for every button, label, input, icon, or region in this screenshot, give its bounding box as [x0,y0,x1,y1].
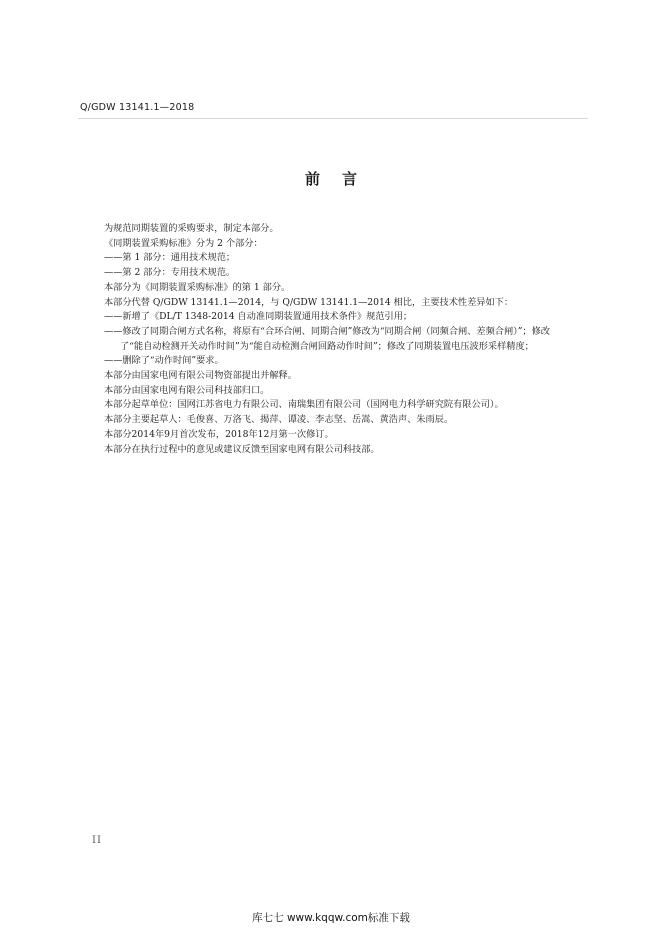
list-item: ——修改了同期合闸方式名称，将原有“合环合闸、同期合闸”修改为“同期合闸（同频合闸、差频合闸）”；修改了“能自动检测开关动作时间”为“能自动检测合闸回路动作时间”；修改了同期装置电压波形采样精度； [104,325,550,352]
paragraph: 本部分由国家电网有限公司物资部提出并解释。 [104,370,297,382]
paragraph: 本部分代替 Q/GDW 13141.1—2014，与 Q/GDW 13141.1—2014 相比，主要技术性差异如下： [104,296,514,308]
list-item: ——删除了“动作时间”要求。 [104,355,224,367]
header-divider [78,118,588,119]
paragraph: 《同期装置采购标准》分为 2 个部分： [104,237,263,249]
paragraph: 本部分2014年9月首次发布，2018年12月第一次修订。 [104,428,334,440]
paragraph: 本部分主要起草人：毛俊喜、万洛飞、揭萍、谭凌、李志坚、岳嵩、黄浩声、朱雨辰。 [104,414,454,426]
page-number: II [92,835,102,846]
document-code: Q/GDW 13141.1—2018 [80,102,195,113]
paragraph: 本部分起草单位：国网江苏省电力有限公司、南瑞集团有限公司（国网电力科学研究院有限公司）。 [104,399,504,411]
list-item: ——第 1 部分：通用技术规范； [104,252,236,264]
paragraph: 为规范同期装置的采购要求，制定本部分。 [104,223,279,234]
footer-watermark: 库七七 www.kqqw.com标准下载 [252,912,410,924]
paragraph: 本部分为《同期装置采购标准》的第 1 部分。 [104,281,291,293]
list-item: ——第 2 部分：专用技术规范。 [104,267,236,279]
paragraph: 本部分在执行过程中的意见或建议反馈至国家电网有限公司科技部。 [104,443,380,455]
foreword-body [104,222,574,457]
list-item: ——新增了《DL/T 1348-2014 自动准同期装置通用技术条件》规范引用； [104,311,413,323]
page-title: 前言 [304,170,379,188]
paragraph: 本部分由国家电网有限公司科技部归口。 [104,384,270,396]
